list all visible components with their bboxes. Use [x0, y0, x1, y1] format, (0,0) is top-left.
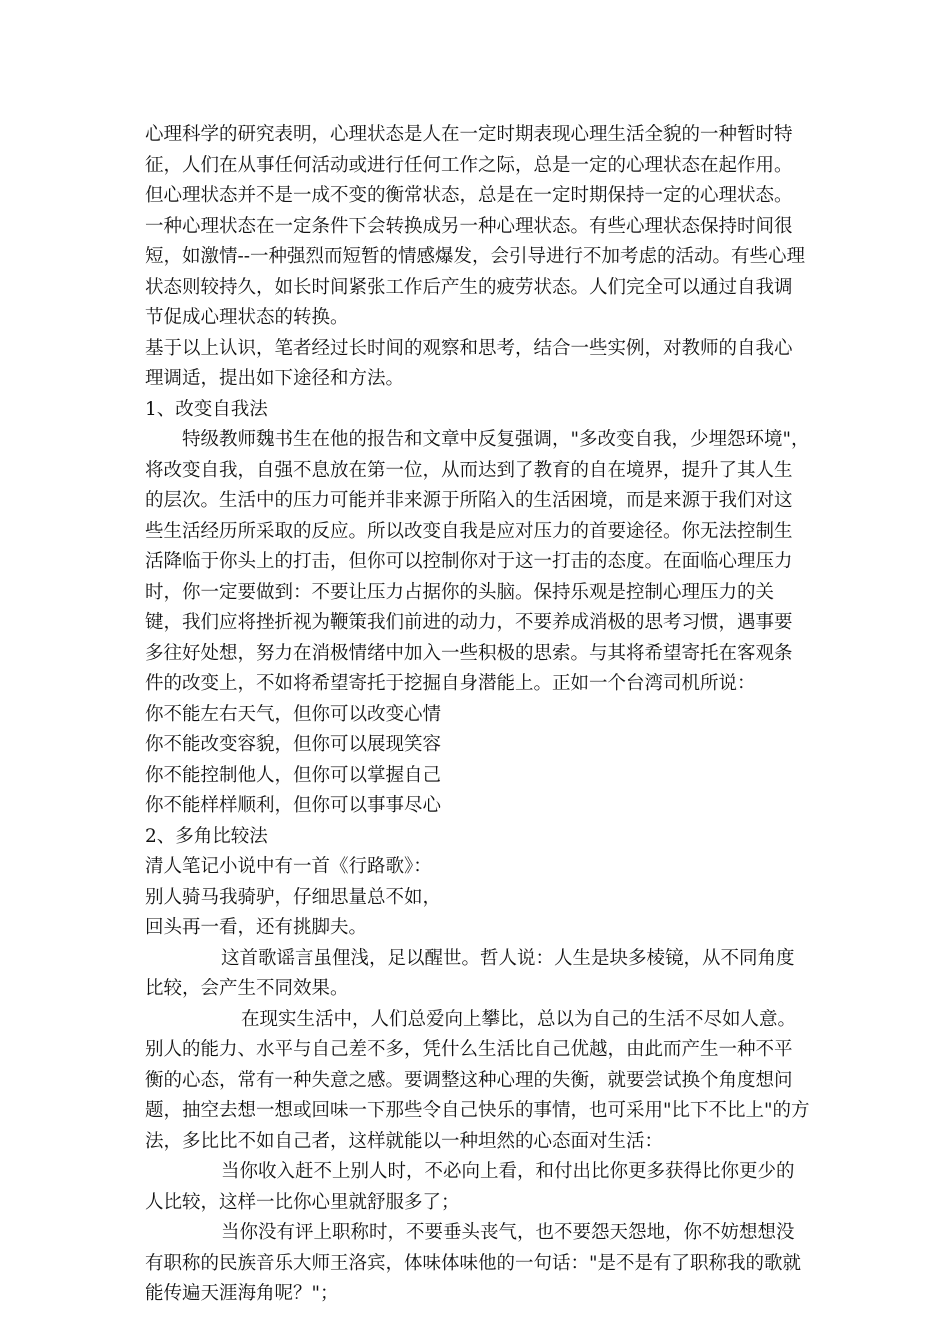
- paragraph-change-self: 特级教师魏书生在他的报告和文章中反复强调，"多改变自我，少埋怨环境"，将改变自我，自强不息放在第一位，从而达到了教育的自在境界，提升了其人生的层次。生活中的压力可能并非来源于所陷入的生活困境，而是来源于我们对这些生活经历所采取的反应。所以改变自我是应对压力的首要途径。你无法控制生活降临于你头上的打击，但你可以控制你对于这一打击的态度。在面临心理压力时，你一定要做到：不要让压力占据你的头脑。保持乐观是控制心理压力的关键，我们应将挫折视为鞭策我们前进的动力，不要养成消极的思考习惯，遇事要多往好处想，努力在消极情绪中加入一些积极的思索。与其将希望寄托在客观条件的改变上，不如将希望寄托于挖掘自身潜能上。正如一个台湾司机所说：: [145, 429, 810, 694]
- song-line: 别人骑马我骑驴，仔细思量总不如，: [145, 886, 442, 908]
- paragraph-comparison: 在现实生活中，人们总爱向上攀比，总以为自己的生活不尽如人意。别人的能力、水平与自己差不多，凭什么生活比自己优越，由此而产生一种不平衡的心态，常有一种失意之感。要调整这种心理的失衡，就要尝试换个角度想问题，抽空去想一想或回味一下那些令自己快乐的事情，也可采用"比下不比上"的方法，多比比不如自己者，这样就能以一种坦然的心态面对生活：: [145, 1008, 810, 1152]
- poem-line: 你不能控制他人，但你可以掌握自己: [145, 764, 442, 786]
- song-intro: 清人笔记小说中有一首《行路歌》：: [145, 856, 432, 877]
- paragraph-title: 当你没有评上职称时，不要垂头丧气，也不要怨天怨地，你不妨想想没有职称的民族音乐大师王洛宾，体味体味他的一句话："是不是有了职称我的歌就能传遍天涯海角呢？"；: [145, 1222, 802, 1304]
- document-body: [145, 120, 810, 1310]
- paragraph-song-comment: 这首歌谣言虽俚浅，足以醒世。哲人说：人生是块多棱镜，从不同角度比较，会产生不同效果。: [145, 947, 795, 999]
- paragraph-overview: 基于以上认识，笔者经过长时间的观察和思考，结合一些实例，对教师的自我心理调适，提出如下途径和方法。: [145, 337, 793, 389]
- poem-line: 你不能左右天气，但你可以改变心情: [145, 703, 442, 725]
- song-line: 回头再一看，还有挑脚夫。: [145, 917, 368, 938]
- section-heading-2: 2、多角比较法: [145, 825, 268, 847]
- poem-line: 你不能样样顺利，但你可以事事尽心: [145, 795, 442, 816]
- poem-line: 你不能改变容貌，但你可以展现笑容: [145, 734, 442, 755]
- section-heading-1: 1、改变自我法: [145, 398, 268, 420]
- paragraph-income: 当你收入赶不上别人时，不必向上看，和付出比你更多获得比你更少的人比较，这样一比你心里就舒服多了；: [145, 1161, 795, 1213]
- paragraph-intro: 心理科学的研究表明，心理状态是人在一定时期表现心理生活全貌的一种暂时特征，人们在从事任何活动或进行任何工作之际，总是一定的心理状态在起作用。但心理状态并不是一成不变的衡常状态，总是在一定时期保持一定的心理状态。一种心理状态在一定条件下会转换成另一种心理状态。有些心理状态保持时间很短，如激情--一种强烈而短暂的情感爆发，会引导进行不加考虑的活动。有些心理状态则较持久，如长时间紧张工作后产生的疲劳状态。人们完全可以通过自我调节促成心理状态的转换。: [145, 124, 806, 328]
